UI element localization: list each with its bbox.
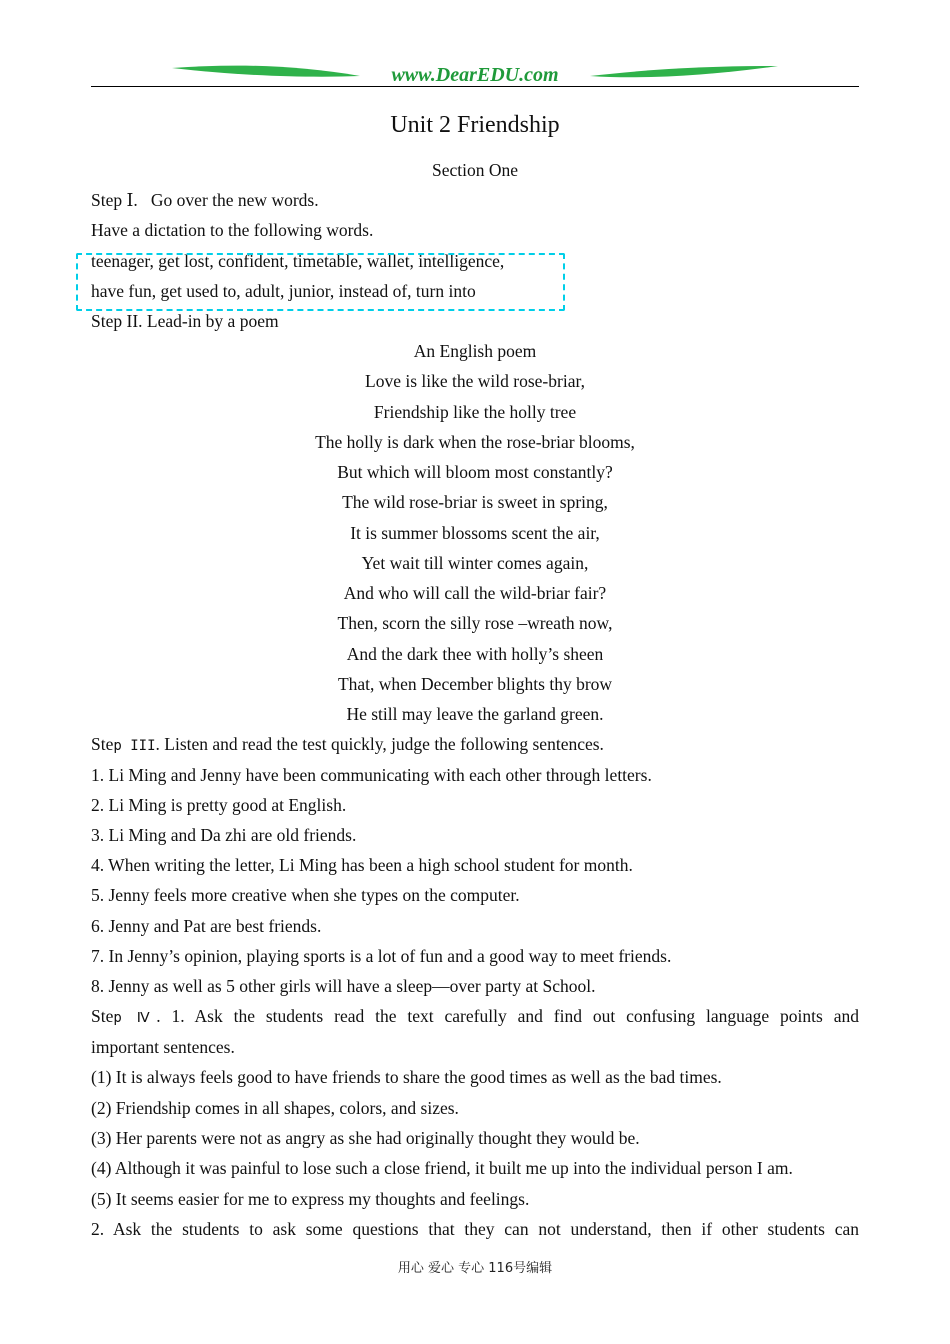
- step1-heading-text: . Go over the new words.: [133, 190, 319, 210]
- language-point: (1) It is always feels good to have friends to share the good times as well as the bad times.: [91, 1067, 722, 1087]
- poem-line: The wild rose-briar is sweet in spring,: [342, 492, 608, 512]
- poem-line: And the dark thee with holly’s sheen: [346, 644, 604, 664]
- step1-heading: [91, 185, 859, 215]
- step1-heading-prefix: Step: [91, 190, 127, 210]
- step3-heading-prefix: Ste: [91, 734, 114, 754]
- judge-item: 2. Li Ming is pretty good at English.: [91, 795, 347, 815]
- vocab-highlight-box: [76, 253, 565, 311]
- poem-line: And who will call the wild-briar fair?: [343, 583, 607, 603]
- page-title: Unit 2 Friendship: [390, 112, 560, 138]
- judge-item: 6. Jenny and Pat are best friends.: [91, 916, 322, 936]
- step1-instruction: Have a dictation to the following words.: [91, 220, 374, 240]
- vocab-line-2: have fun, get used to, adult, junior, instead of, turn into: [91, 281, 476, 301]
- poem-line: Then, scorn the silly rose –wreath now,: [337, 613, 613, 633]
- vocab-line-1: teenager, get lost, confident, timetable, wallet, intelligence,: [91, 251, 505, 271]
- dearedu-logo: [170, 62, 780, 88]
- right-swoosh: [590, 66, 778, 77]
- poem-line: It is summer blossoms scent the air,: [350, 523, 600, 543]
- step4-heading-text: . 1. Ask the students read the text carefully and find out confusing language points and: [156, 1006, 859, 1026]
- judge-item: 7. In Jenny’s opinion, playing sports is a lot of fun and a good way to meet friends.: [91, 946, 672, 966]
- left-swoosh: [172, 66, 360, 77]
- step4-item-2: 2. Ask the students to ask some questions that they can not understand, then if other students can: [91, 1219, 859, 1239]
- poem-line: He still may leave the garland green.: [346, 704, 604, 724]
- poem-line: Friendship like the holly tree: [373, 402, 577, 422]
- poem-line: That, when December blights thy brow: [337, 674, 613, 694]
- step4-heading: [91, 1001, 859, 1033]
- poem-line: The holly is dark when the rose-briar blooms,: [315, 432, 635, 452]
- step3-heading-numeral: p III: [113, 738, 156, 754]
- poem-line: Yet wait till winter comes again,: [361, 553, 589, 573]
- step3-heading: [91, 729, 859, 761]
- judge-item: 4. When writing the letter, Li Ming has been a high school student for month.: [91, 855, 633, 875]
- step1-heading-numeral: Ⅰ: [126, 190, 134, 210]
- step3-heading-text: . Listen and read the test quickly, judge the following sentences.: [155, 734, 604, 754]
- judge-item: 8. Jenny as well as 5 other girls will have a sleep—over party at School.: [91, 976, 596, 996]
- step4-heading-continued: important sentences.: [91, 1037, 235, 1057]
- language-point: (4) Although it was painful to lose such a close friend, it built me up into the individual person I am.: [91, 1158, 793, 1178]
- poem-line: But which will bloom most constantly?: [337, 462, 613, 482]
- language-point: (2) Friendship comes in all shapes, colors, and sizes.: [91, 1098, 459, 1118]
- poem-title: An English poem: [413, 341, 537, 361]
- step4-heading-prefix: Ste: [91, 1006, 114, 1026]
- judge-item: 1. Li Ming and Jenny have been communicating with each other through letters.: [91, 765, 652, 785]
- judge-item: 3. Li Ming and Da zhi are old friends.: [91, 825, 357, 845]
- section-heading: Section One: [431, 160, 519, 180]
- poem-line: Love is like the wild rose-briar,: [365, 371, 585, 391]
- language-point: (5) It seems easier for me to express my thoughts and feelings.: [91, 1189, 530, 1209]
- header-rule: [91, 86, 859, 87]
- logo-text: www.DearEDU.com: [391, 64, 559, 86]
- judge-item: 5. Jenny feels more creative when she types on the computer.: [91, 885, 520, 905]
- language-point: (3) Her parents were not as angry as she had originally thought they would be.: [91, 1128, 640, 1148]
- page-footer: 用心 爱心 专心 116号编辑: [397, 1261, 553, 1276]
- step2-heading: Step II. Lead-in by a poem: [91, 311, 279, 331]
- step4-heading-numeral: p Ⅳ: [113, 1010, 157, 1026]
